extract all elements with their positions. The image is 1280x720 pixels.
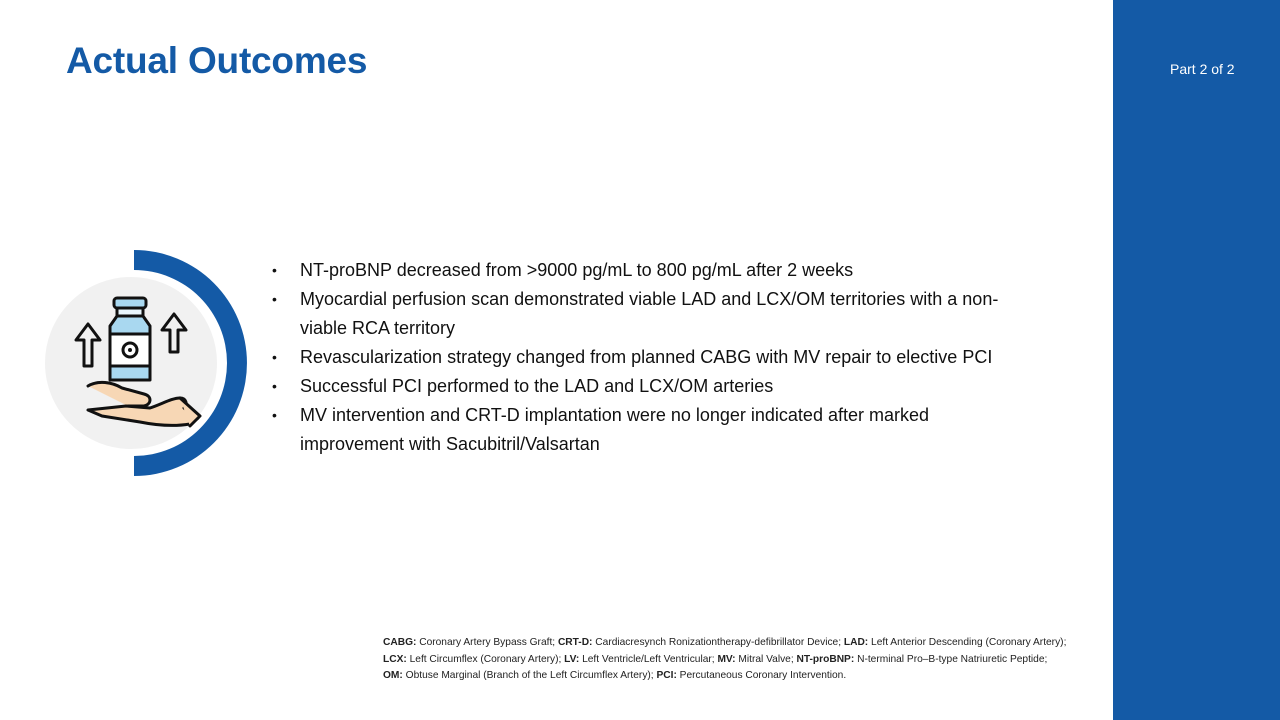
bullet-text: NT-proBNP decreased from >9000 pg/mL to 800 pg/mL after 2 weeks xyxy=(300,260,854,280)
bullet-text: Successful PCI performed to the LAD and LCX/OM arteries xyxy=(300,376,774,396)
bullet-item xyxy=(272,285,1032,343)
abbr-definition: Coronary Artery Bypass Graft; xyxy=(416,637,558,648)
abbr-definition: Cardiacresynch Ronizationtherapy-defibrillator Device; xyxy=(592,637,844,648)
abbr-definition: N-terminal Pro–B-type Natriuretic Peptide; xyxy=(854,653,1048,665)
abbr-term: CABG: xyxy=(383,637,417,648)
bullet-text: MV intervention and CRT-D implantation were no longer indicated after marked improvement with Sacubitril/Valsartan xyxy=(300,405,929,454)
bullet-text: Myocardial perfusion scan demonstrated viable LAD and LCX/OM territories with a non-viable RCA territory xyxy=(300,289,999,338)
bullet-dot: • xyxy=(272,378,277,394)
abbr-term: OM: xyxy=(383,670,403,681)
abbr-definition: Left Anterior Descending (Coronary Artery); xyxy=(868,637,1067,648)
bullet-dot: • xyxy=(272,407,277,423)
abbr-definition: Percutaneous Coronary Intervention. xyxy=(676,670,847,681)
abbr-definition: Left Ventricle/Left Ventricular; xyxy=(579,653,718,665)
abbr-definition: Obtuse Marginal (Branch of the Left Circumflex Artery); xyxy=(402,670,657,681)
bullet-text: Revascularization strategy changed from planned CABG with MV repair to elective PCI xyxy=(300,347,993,367)
bullet-item xyxy=(272,256,1032,285)
abbr-term: NT-proBNP: xyxy=(796,653,855,665)
medicine-hand-icon xyxy=(40,248,250,478)
bullet-item xyxy=(272,372,1032,401)
bullet-dot: • xyxy=(272,291,277,307)
bullet-item xyxy=(272,343,1032,372)
abbr-definition: Mitral Valve; xyxy=(735,653,797,665)
abbr-term: LCX: xyxy=(383,653,407,665)
abbr-term: LV: xyxy=(564,653,580,665)
abbr-definition: Left Circumflex (Coronary Artery); xyxy=(406,653,565,665)
bullet-item xyxy=(272,401,1032,459)
part-label: Part 2 of 2 xyxy=(1170,61,1235,77)
bottle-icon xyxy=(110,298,150,380)
abbr-term: CRT-D: xyxy=(557,637,593,648)
abbr-term: LAD: xyxy=(843,637,869,648)
slide-title: Actual Outcomes xyxy=(66,40,368,81)
outcomes-bullet-list xyxy=(272,256,1032,459)
side-panel xyxy=(1113,0,1280,720)
abbr-term: MV: xyxy=(717,653,736,665)
abbreviations-footnote xyxy=(383,635,1103,685)
bullet-dot: • xyxy=(272,349,277,365)
bullet-dot: • xyxy=(272,262,277,278)
abbr-term: PCI: xyxy=(656,670,677,681)
